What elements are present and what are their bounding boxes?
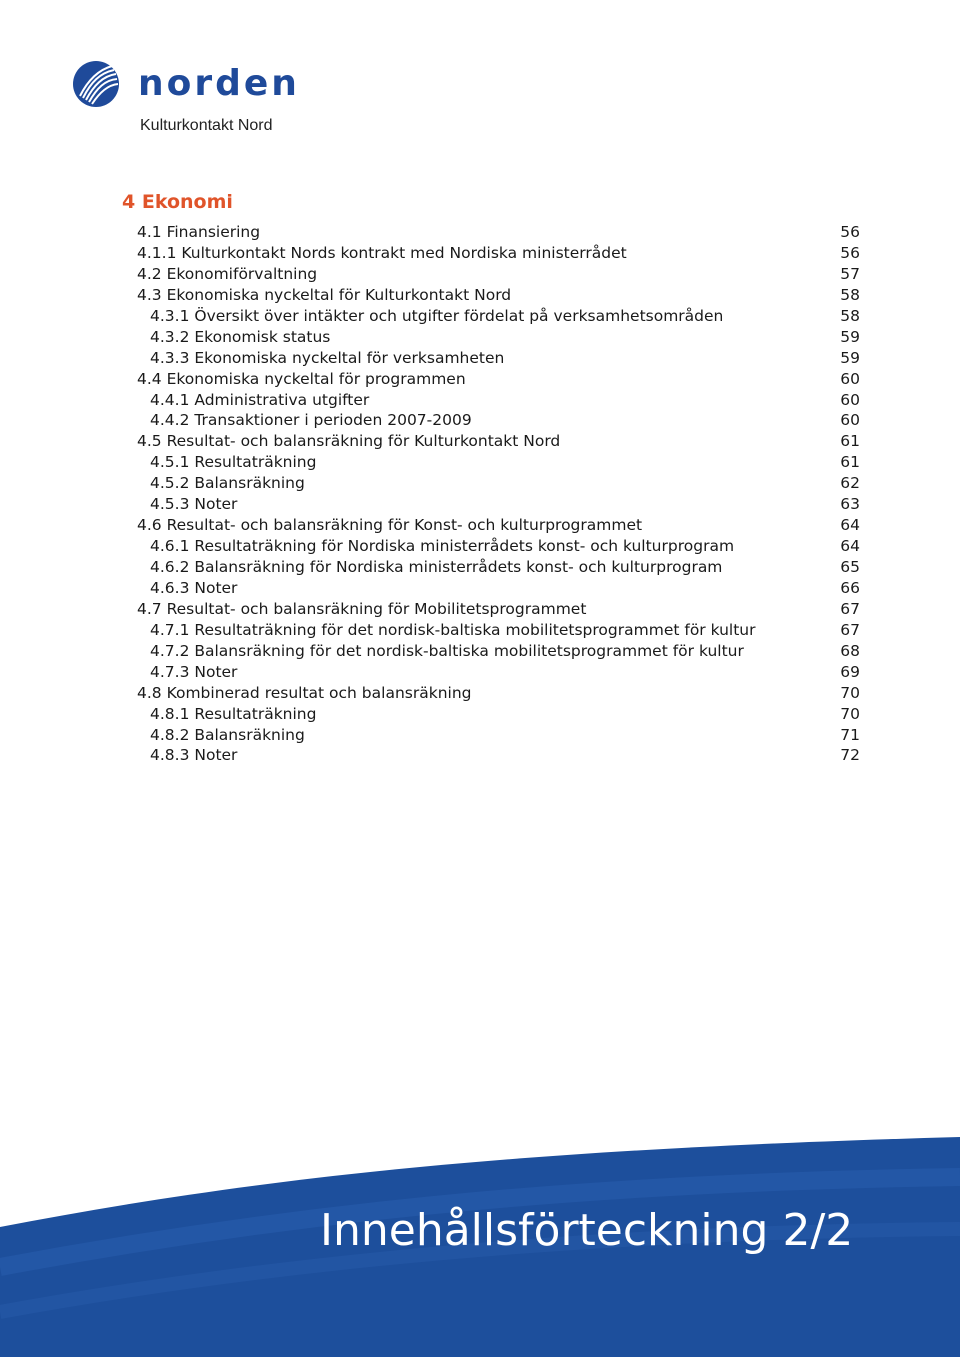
toc-entry-label: 4.8.3 Noter	[150, 746, 238, 765]
toc-entry-label: 4.7.1 Resultaträkning för det nordisk-baltiska mobilitetsprogrammet för kultur	[150, 620, 756, 639]
toc-entry	[0, 452, 960, 473]
toc-entry	[0, 327, 960, 348]
toc-entry	[0, 557, 960, 578]
toc-entry-label: 4.8.2 Balansräkning	[150, 725, 305, 744]
toc-entry-label: 4.4 Ekonomiska nyckeltal för programmen	[137, 369, 466, 388]
toc-entry-page: 70	[840, 683, 860, 702]
toc-entry-label: 4.2 Ekonomiförvaltning	[137, 264, 318, 283]
toc-entry-page: 64	[840, 537, 860, 556]
toc-entry	[0, 578, 960, 599]
toc-entry-page: 60	[840, 411, 860, 430]
toc-entry-label: 4.6.2 Balansräkning för Nordiska ministerrådets konst- och kulturprogram	[150, 558, 723, 576]
toc-entry	[0, 264, 960, 285]
toc-entry-label: 4.4.2 Transaktioner i perioden 2007-2009	[150, 411, 472, 430]
toc-entry	[0, 222, 960, 243]
toc-entry-page: 64	[840, 516, 860, 535]
toc-entry-page: 69	[840, 662, 860, 681]
toc-entry	[0, 369, 960, 390]
toc-entry-page: 60	[840, 369, 860, 388]
toc-entry-page: 56	[840, 243, 860, 262]
toc-entry-page: 60	[840, 390, 860, 409]
toc-entry-label: 4.3 Ekonomiska nyckeltal för Kulturkontakt Nord	[137, 285, 512, 304]
toc-entry	[0, 536, 960, 557]
toc-entry	[0, 306, 960, 327]
toc-entry-label: 4.3.2 Ekonomisk status	[150, 327, 331, 346]
toc-entry-page: 63	[840, 495, 860, 514]
toc-entry-page: 57	[840, 264, 860, 283]
toc-entry-label: 4.8 Kombinerad resultat och balansräkning	[137, 683, 472, 702]
toc-entry-label: 4.6.3 Noter	[150, 578, 238, 597]
toc-entry-label: 4.5.1 Resultaträkning	[150, 453, 317, 472]
toc-entry-label: 4.4.1 Administrativa utgifter	[150, 390, 370, 409]
toc-entry-page: 59	[840, 348, 860, 367]
toc-entry-label: 4.5.3 Noter	[150, 495, 238, 514]
toc-entry-page: 66	[840, 578, 860, 597]
toc-entry-page: 58	[840, 285, 860, 304]
swan-logo-icon	[72, 60, 120, 108]
toc-entry-label: 4.7.3 Noter	[150, 662, 238, 681]
toc-entry	[0, 704, 960, 725]
toc-entry-label: 4.3.3 Ekonomiska nyckeltal för verksamheten	[150, 348, 505, 367]
toc-entry	[0, 515, 960, 536]
brand-wordmark: norden	[138, 63, 300, 104]
toc-entry	[0, 745, 960, 766]
norden-logo	[72, 60, 312, 140]
toc-entry-label: 4.5.2 Balansräkning	[150, 474, 305, 493]
toc-entry-label: 4.8.1 Resultaträkning	[150, 704, 317, 723]
toc-entry	[0, 390, 960, 411]
toc-entry-page: 71	[840, 725, 860, 744]
toc-entry	[0, 410, 960, 431]
toc-entry-page: 70	[840, 704, 860, 723]
toc-entry-page: 59	[840, 327, 860, 346]
toc-entry	[0, 683, 960, 704]
toc-entry-page: 56	[840, 223, 860, 241]
toc-entry-label: 4.3.1 Översikt över intäkter och utgifter fördelat på verksamhetsområden	[150, 306, 724, 325]
table-of-contents	[0, 222, 960, 766]
toc-entry	[0, 285, 960, 306]
toc-entry-page: 61	[840, 432, 860, 451]
section-title: 4 Ekonomi	[122, 191, 233, 213]
toc-entry-page: 67	[840, 599, 860, 618]
toc-entry	[0, 431, 960, 452]
toc-entry-label: 4.1.1 Kulturkontakt Nords kontrakt med Nordiska ministerrådet	[137, 243, 627, 262]
toc-entry-label: 4.7.2 Balansräkning för det nordisk-baltiska mobilitetsprogrammet för kultur	[150, 641, 744, 660]
toc-entry	[0, 494, 960, 515]
toc-entry	[0, 599, 960, 620]
brand-subtitle: Kulturkontakt Nord	[140, 117, 273, 134]
page-heading: Innehållsförteckning 2/2	[320, 1205, 854, 1256]
toc-entry	[0, 348, 960, 369]
toc-entry-page: 65	[840, 558, 860, 576]
toc-entry-page: 58	[840, 306, 860, 325]
toc-entry-page: 67	[840, 620, 860, 639]
toc-entry-label: 4.5 Resultat- och balansräkning för Kulturkontakt Nord	[137, 432, 561, 451]
toc-entry	[0, 243, 960, 264]
toc-entry-page: 68	[840, 641, 860, 660]
toc-entry-label: 4.7 Resultat- och balansräkning för Mobilitetsprogrammet	[137, 599, 587, 618]
toc-entry-page: 62	[840, 474, 860, 493]
toc-entry-page: 61	[840, 453, 860, 472]
toc-entry	[0, 620, 960, 641]
toc-entry-label: 4.6.1 Resultaträkning för Nordiska ministerrådets konst- och kulturprogram	[150, 537, 735, 556]
toc-entry-label: 4.1 Finansiering	[137, 223, 261, 241]
toc-entry	[0, 473, 960, 494]
toc-entry	[0, 725, 960, 746]
toc-entry-label: 4.6 Resultat- och balansräkning för Konst- och kulturprogrammet	[137, 516, 643, 535]
toc-entry	[0, 662, 960, 683]
toc-entry	[0, 641, 960, 662]
toc-entry-page: 72	[840, 746, 860, 765]
